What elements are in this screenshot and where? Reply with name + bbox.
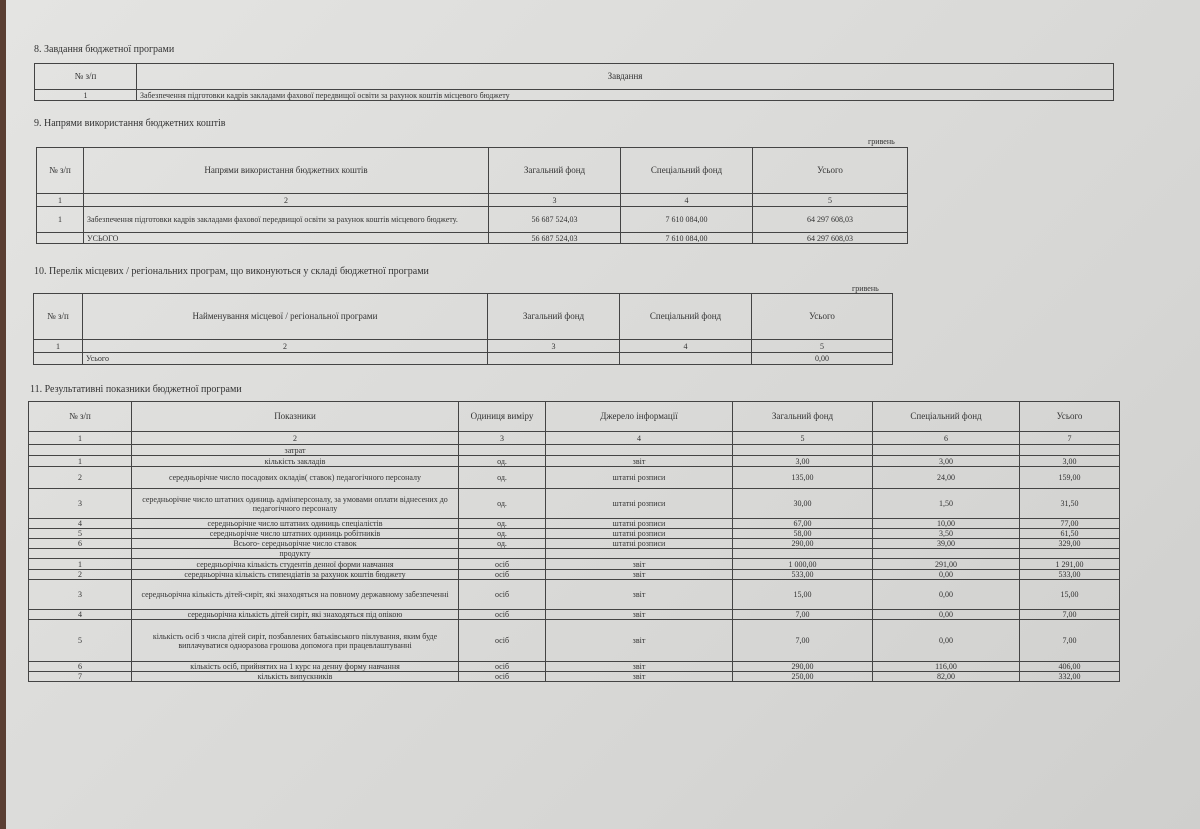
source-value: звіт bbox=[546, 456, 733, 467]
table-row bbox=[37, 207, 908, 233]
col-num: 3 bbox=[488, 340, 620, 353]
general-fund-value: 7,00 bbox=[733, 620, 873, 662]
column-numbers-row bbox=[37, 194, 908, 207]
unit-value: осіб bbox=[459, 662, 546, 672]
source-value: штатні розписи bbox=[546, 519, 733, 529]
empty-cell bbox=[459, 549, 546, 559]
group-row-product bbox=[29, 549, 1120, 559]
col-total: Усього bbox=[752, 294, 893, 340]
empty-cell bbox=[34, 353, 83, 365]
budget-directions-table bbox=[36, 147, 908, 244]
col-num: 2 bbox=[83, 340, 488, 353]
special-fund-value: 291,00 bbox=[873, 559, 1020, 570]
special-fund-value: 1,50 bbox=[873, 489, 1020, 519]
unit-value: од. bbox=[459, 489, 546, 519]
unit-value: осіб bbox=[459, 559, 546, 570]
unit-value: од. bbox=[459, 456, 546, 467]
col-general-fund: Загальний фонд bbox=[488, 294, 620, 340]
row-number: 1 bbox=[35, 90, 137, 101]
col-num: 4 bbox=[621, 194, 753, 207]
total-value: 533,00 bbox=[1020, 570, 1120, 580]
indicator-name: середньорічне число посадових окладів( ставок) педагогічного персоналу bbox=[132, 467, 459, 489]
col-num: 1 bbox=[34, 340, 83, 353]
unit-value: осіб bbox=[459, 570, 546, 580]
col-source: Джерело інформації bbox=[546, 402, 733, 432]
col-number: № з/п bbox=[29, 402, 132, 432]
special-fund-value: 116,00 bbox=[873, 662, 1020, 672]
row-number: 1 bbox=[29, 559, 132, 570]
col-indicators: Показники bbox=[132, 402, 459, 432]
row-number: 4 bbox=[29, 519, 132, 529]
empty-cell bbox=[29, 445, 132, 456]
indicator-name: середньорічне число штатних одиниць спеціалістів bbox=[132, 519, 459, 529]
row-number: 2 bbox=[29, 570, 132, 580]
indicator-name: середньорічна кількість стипендіатів за рахунок коштів бюджету bbox=[132, 570, 459, 580]
col-num: 3 bbox=[489, 194, 621, 207]
special-fund-value: 39,00 bbox=[873, 539, 1020, 549]
total-value: 1 291,00 bbox=[1020, 559, 1120, 570]
unit-value: осіб bbox=[459, 580, 546, 610]
general-fund-value: 290,00 bbox=[733, 662, 873, 672]
table-row bbox=[29, 610, 1120, 620]
unit-value: од. bbox=[459, 539, 546, 549]
row-number: 3 bbox=[29, 489, 132, 519]
indicator-name: середньорічна кількість студентів денної форми навчання bbox=[132, 559, 459, 570]
row-number: 6 bbox=[29, 662, 132, 672]
indicator-name: кількість осіб, прийнятих на 1 курс на денну форму навчання bbox=[132, 662, 459, 672]
special-fund-value: 0,00 bbox=[873, 570, 1020, 580]
indicator-name: середньорічне число штатних одиниць робітників bbox=[132, 529, 459, 539]
performance-indicators-table bbox=[28, 401, 1120, 682]
col-num: 2 bbox=[132, 432, 459, 445]
row-number: 1 bbox=[37, 207, 84, 233]
unit-value: од. bbox=[459, 529, 546, 539]
section-10-title: 10. Перелік місцевих / регіональних програм, що виконуються у складі бюджетної програми bbox=[34, 266, 429, 277]
general-fund-value: 67,00 bbox=[733, 519, 873, 529]
table-row bbox=[29, 467, 1120, 489]
table-row bbox=[29, 519, 1120, 529]
general-fund-value: 7,00 bbox=[733, 610, 873, 620]
table-header-row bbox=[37, 148, 908, 194]
empty-cell bbox=[1020, 549, 1120, 559]
unit-value: осіб bbox=[459, 610, 546, 620]
general-fund-value: 533,00 bbox=[733, 570, 873, 580]
general-fund-value: 30,00 bbox=[733, 489, 873, 519]
col-num: 7 bbox=[1020, 432, 1120, 445]
col-program-name: Найменування місцевої / регіональної програми bbox=[83, 294, 488, 340]
source-value: штатні розписи bbox=[546, 489, 733, 519]
tasks-table bbox=[34, 63, 1114, 101]
col-direction: Напрями використання бюджетних коштів bbox=[84, 148, 489, 194]
empty-cell bbox=[459, 445, 546, 456]
special-fund-value: 3,50 bbox=[873, 529, 1020, 539]
source-value: звіт bbox=[546, 580, 733, 610]
task-text: Забезпечення підготовки кадрів закладами фахової передвищої освіти за рахунок коштів місцевого бюджету bbox=[137, 90, 1114, 101]
col-num: 4 bbox=[546, 432, 733, 445]
special-fund-value: 0,00 bbox=[873, 580, 1020, 610]
col-num: 3 bbox=[459, 432, 546, 445]
col-special-fund: Спеціальний фонд bbox=[873, 402, 1020, 432]
unit-value: од. bbox=[459, 467, 546, 489]
source-value: штатні розписи bbox=[546, 467, 733, 489]
empty-cell bbox=[620, 353, 752, 365]
regional-programs-table bbox=[33, 293, 893, 365]
table-header-row bbox=[34, 294, 893, 340]
empty-cell bbox=[488, 353, 620, 365]
total-value: 7,00 bbox=[1020, 610, 1120, 620]
indicator-name: середньорічна кількість дітей-сиріт, які знаходяться на повному державному забезпеченні bbox=[132, 580, 459, 610]
section-8-title: 8. Завдання бюджетної програми bbox=[34, 44, 175, 55]
total-value: 329,00 bbox=[1020, 539, 1120, 549]
source-value: звіт bbox=[546, 610, 733, 620]
col-num: 1 bbox=[37, 194, 84, 207]
total-label: Усього bbox=[83, 353, 488, 365]
total-value: 61,50 bbox=[1020, 529, 1120, 539]
col-general-fund: Загальний фонд bbox=[489, 148, 621, 194]
empty-cell bbox=[873, 445, 1020, 456]
special-fund-value: 0,00 bbox=[873, 620, 1020, 662]
total-value: 159,00 bbox=[1020, 467, 1120, 489]
source-value: звіт bbox=[546, 570, 733, 580]
col-num: 6 bbox=[873, 432, 1020, 445]
group-row-costs bbox=[29, 445, 1120, 456]
source-value: звіт bbox=[546, 559, 733, 570]
col-task: Завдання bbox=[137, 64, 1114, 90]
table-row bbox=[29, 580, 1120, 610]
col-unit: Одиниця виміру bbox=[459, 402, 546, 432]
indicator-name: середньорічна кількість дітей сиріт, які знаходяться під опікою bbox=[132, 610, 459, 620]
general-fund-value: 56 687 524,03 bbox=[489, 207, 621, 233]
total-value: 3,00 bbox=[1020, 456, 1120, 467]
empty-cell bbox=[733, 445, 873, 456]
table-row bbox=[29, 559, 1120, 570]
empty-cell bbox=[546, 445, 733, 456]
row-number: 6 bbox=[29, 539, 132, 549]
source-value: звіт bbox=[546, 672, 733, 682]
table-row bbox=[29, 489, 1120, 519]
row-number: 2 bbox=[29, 467, 132, 489]
empty-cell bbox=[29, 549, 132, 559]
table-row bbox=[29, 662, 1120, 672]
indicator-name: Всього- середньорічне число ставок bbox=[132, 539, 459, 549]
indicator-name: середньорічне число штатних одиниць адмінперсоналу, за умовами оплати віднесених до педагогічного персоналу bbox=[132, 489, 459, 519]
column-numbers-row bbox=[34, 340, 893, 353]
indicator-name: кількість осіб з числа дітей сиріт, позбавлених батьківського піклування, яким буде виплачуватися одноразова грошова допомога при працевлаштуванні bbox=[132, 620, 459, 662]
total-value: 332,00 bbox=[1020, 672, 1120, 682]
group-label: затрат bbox=[132, 445, 459, 456]
total-value: 64 297 608,03 bbox=[753, 207, 908, 233]
table-row bbox=[29, 539, 1120, 549]
table-row bbox=[29, 570, 1120, 580]
general-fund-value: 1 000,00 bbox=[733, 559, 873, 570]
general-fund-value: 58,00 bbox=[733, 529, 873, 539]
special-fund-value: 3,00 bbox=[873, 456, 1020, 467]
total-label: УСЬОГО bbox=[84, 233, 489, 244]
total-value: 15,00 bbox=[1020, 580, 1120, 610]
total-value: 31,50 bbox=[1020, 489, 1120, 519]
section-11-title: 11. Результативні показники бюджетної програми bbox=[30, 384, 242, 395]
table-header-row bbox=[29, 402, 1120, 432]
total-value: 406,00 bbox=[1020, 662, 1120, 672]
indicator-name: кількість випускників bbox=[132, 672, 459, 682]
currency-unit: гривень bbox=[868, 137, 895, 146]
table-row bbox=[35, 90, 1114, 101]
column-numbers-row bbox=[29, 432, 1120, 445]
special-fund-total: 7 610 084,00 bbox=[621, 233, 753, 244]
total-value: 77,00 bbox=[1020, 519, 1120, 529]
col-total: Усього bbox=[753, 148, 908, 194]
row-number: 4 bbox=[29, 610, 132, 620]
currency-unit: гривень bbox=[852, 284, 879, 293]
source-value: звіт bbox=[546, 662, 733, 672]
product-rows bbox=[29, 559, 1120, 682]
special-fund-value: 0,00 bbox=[873, 610, 1020, 620]
total-value: 7,00 bbox=[1020, 620, 1120, 662]
row-number: 7 bbox=[29, 672, 132, 682]
col-num: 5 bbox=[752, 340, 893, 353]
table-header-row bbox=[35, 64, 1114, 90]
source-value: штатні розписи bbox=[546, 539, 733, 549]
special-fund-value: 24,00 bbox=[873, 467, 1020, 489]
general-fund-value: 135,00 bbox=[733, 467, 873, 489]
row-number: 5 bbox=[29, 529, 132, 539]
empty-cell bbox=[873, 549, 1020, 559]
general-fund-value: 3,00 bbox=[733, 456, 873, 467]
row-number: 3 bbox=[29, 580, 132, 610]
col-total: Усього bbox=[1020, 402, 1120, 432]
col-special-fund: Спеціальний фонд bbox=[620, 294, 752, 340]
col-num: 5 bbox=[753, 194, 908, 207]
table-row bbox=[29, 672, 1120, 682]
general-fund-value: 290,00 bbox=[733, 539, 873, 549]
costs-rows bbox=[29, 456, 1120, 549]
total-row bbox=[34, 353, 893, 365]
source-value: звіт bbox=[546, 620, 733, 662]
section-9-title: 9. Напрями використання бюджетних коштів bbox=[34, 118, 226, 129]
unit-value: од. bbox=[459, 519, 546, 529]
direction-text: Забезпечення підготовки кадрів закладами фахової передвищої освіти за рахунок коштів місцевого бюджету. bbox=[84, 207, 489, 233]
col-general-fund: Загальний фонд bbox=[733, 402, 873, 432]
general-fund-value: 250,00 bbox=[733, 672, 873, 682]
table-row bbox=[29, 529, 1120, 539]
group-label: продукту bbox=[132, 549, 459, 559]
table-row bbox=[29, 456, 1120, 467]
empty-cell bbox=[733, 549, 873, 559]
row-number: 5 bbox=[29, 620, 132, 662]
empty-cell bbox=[546, 549, 733, 559]
col-number: № з/п bbox=[34, 294, 83, 340]
col-num: 4 bbox=[620, 340, 752, 353]
col-special-fund: Спеціальний фонд bbox=[621, 148, 753, 194]
paper-edge bbox=[0, 0, 6, 829]
special-fund-value: 10,00 bbox=[873, 519, 1020, 529]
general-fund-value: 15,00 bbox=[733, 580, 873, 610]
general-fund-total: 56 687 524,03 bbox=[489, 233, 621, 244]
empty-cell bbox=[1020, 445, 1120, 456]
table-row bbox=[29, 620, 1120, 662]
col-number: № з/п bbox=[35, 64, 137, 90]
indicator-name: кількість закладів bbox=[132, 456, 459, 467]
unit-value: осіб bbox=[459, 672, 546, 682]
col-num: 1 bbox=[29, 432, 132, 445]
col-num: 5 bbox=[733, 432, 873, 445]
col-num: 2 bbox=[84, 194, 489, 207]
total-row bbox=[37, 233, 908, 244]
empty-cell bbox=[37, 233, 84, 244]
grand-total: 64 297 608,03 bbox=[753, 233, 908, 244]
row-number: 1 bbox=[29, 456, 132, 467]
special-fund-value: 7 610 084,00 bbox=[621, 207, 753, 233]
grand-total: 0,00 bbox=[752, 353, 893, 365]
col-number: № з/п bbox=[37, 148, 84, 194]
source-value: штатні розписи bbox=[546, 529, 733, 539]
special-fund-value: 82,00 bbox=[873, 672, 1020, 682]
unit-value: осіб bbox=[459, 620, 546, 662]
